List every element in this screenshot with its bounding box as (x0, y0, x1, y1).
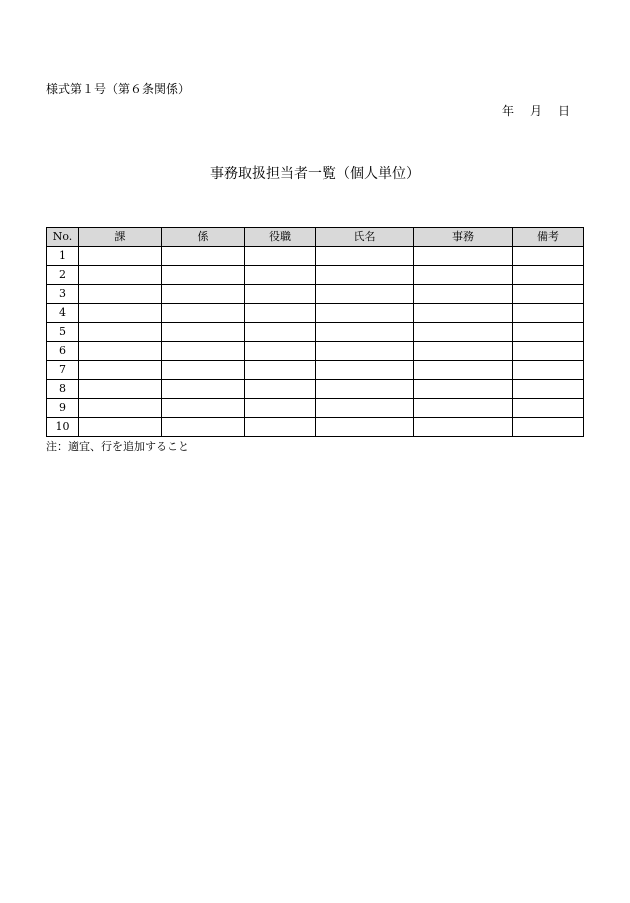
cell-remarks (513, 399, 584, 418)
cell-position (245, 285, 316, 304)
cell-position (245, 323, 316, 342)
column-header-duties: 事務 (414, 228, 513, 247)
row-number: 4 (47, 304, 79, 323)
cell-section (79, 285, 162, 304)
row-number: 9 (47, 399, 79, 418)
cell-name (316, 247, 414, 266)
cell-duties (414, 304, 513, 323)
cell-name (316, 304, 414, 323)
table-row (47, 418, 584, 437)
cell-duties (414, 361, 513, 380)
cell-subsection (162, 342, 245, 361)
cell-position (245, 247, 316, 266)
cell-section (79, 266, 162, 285)
cell-duties (414, 323, 513, 342)
cell-name (316, 285, 414, 304)
row-number: 10 (47, 418, 79, 437)
cell-position (245, 380, 316, 399)
row-number: 8 (47, 380, 79, 399)
cell-subsection (162, 266, 245, 285)
cell-subsection (162, 380, 245, 399)
cell-position (245, 266, 316, 285)
row-number: 5 (47, 323, 79, 342)
table-row (47, 342, 584, 361)
table-row (47, 304, 584, 323)
cell-position (245, 399, 316, 418)
cell-name (316, 399, 414, 418)
row-number: 3 (47, 285, 79, 304)
cell-name (316, 323, 414, 342)
cell-remarks (513, 418, 584, 437)
column-header-remarks: 備考 (513, 228, 584, 247)
column-header-section: 課 (79, 228, 162, 247)
table-row (47, 399, 584, 418)
table-header-row (47, 228, 584, 247)
row-number: 1 (47, 247, 79, 266)
table-row (47, 323, 584, 342)
date-line (502, 104, 570, 118)
date-month-label: 月 (529, 104, 542, 118)
row-number: 6 (47, 342, 79, 361)
cell-name (316, 418, 414, 437)
column-header-subsection: 係 (162, 228, 245, 247)
table-row (47, 247, 584, 266)
table-row (47, 285, 584, 304)
cell-duties (414, 418, 513, 437)
cell-remarks (513, 247, 584, 266)
cell-subsection (162, 323, 245, 342)
cell-duties (414, 285, 513, 304)
form-number-label: 様式第１号（第６条関係） (46, 82, 191, 96)
page-title: 事務取扱担当者一覧（個人単位） (210, 166, 420, 182)
cell-duties (414, 266, 513, 285)
cell-remarks (513, 361, 584, 380)
cell-remarks (513, 304, 584, 323)
column-header-no: No. (47, 228, 79, 247)
cell-duties (414, 399, 513, 418)
cell-remarks (513, 285, 584, 304)
date-year-label: 年 (501, 104, 514, 118)
cell-subsection (162, 304, 245, 323)
cell-remarks (513, 342, 584, 361)
column-header-name: 氏名 (316, 228, 414, 247)
cell-duties (414, 342, 513, 361)
staff-roster-table (46, 227, 584, 437)
cell-section (79, 304, 162, 323)
cell-section (79, 247, 162, 266)
row-number: 2 (47, 266, 79, 285)
table-row (47, 266, 584, 285)
cell-position (245, 304, 316, 323)
cell-name (316, 380, 414, 399)
cell-position (245, 418, 316, 437)
cell-subsection (162, 285, 245, 304)
row-number: 7 (47, 361, 79, 380)
date-day-label: 日 (557, 104, 570, 118)
cell-remarks (513, 266, 584, 285)
cell-name (316, 266, 414, 285)
cell-name (316, 342, 414, 361)
cell-position (245, 342, 316, 361)
cell-name (316, 361, 414, 380)
footnote: 注：適宜、行を追加すること (46, 440, 189, 453)
cell-subsection (162, 399, 245, 418)
cell-position (245, 361, 316, 380)
table-row (47, 380, 584, 399)
cell-duties (414, 380, 513, 399)
cell-section (79, 399, 162, 418)
cell-remarks (513, 380, 584, 399)
column-header-position: 役職 (245, 228, 316, 247)
table-body (47, 247, 584, 437)
cell-section (79, 418, 162, 437)
cell-subsection (162, 418, 245, 437)
cell-duties (414, 247, 513, 266)
cell-section (79, 323, 162, 342)
cell-section (79, 361, 162, 380)
cell-remarks (513, 323, 584, 342)
cell-section (79, 342, 162, 361)
cell-section (79, 380, 162, 399)
cell-subsection (162, 361, 245, 380)
cell-subsection (162, 247, 245, 266)
table-row (47, 361, 584, 380)
